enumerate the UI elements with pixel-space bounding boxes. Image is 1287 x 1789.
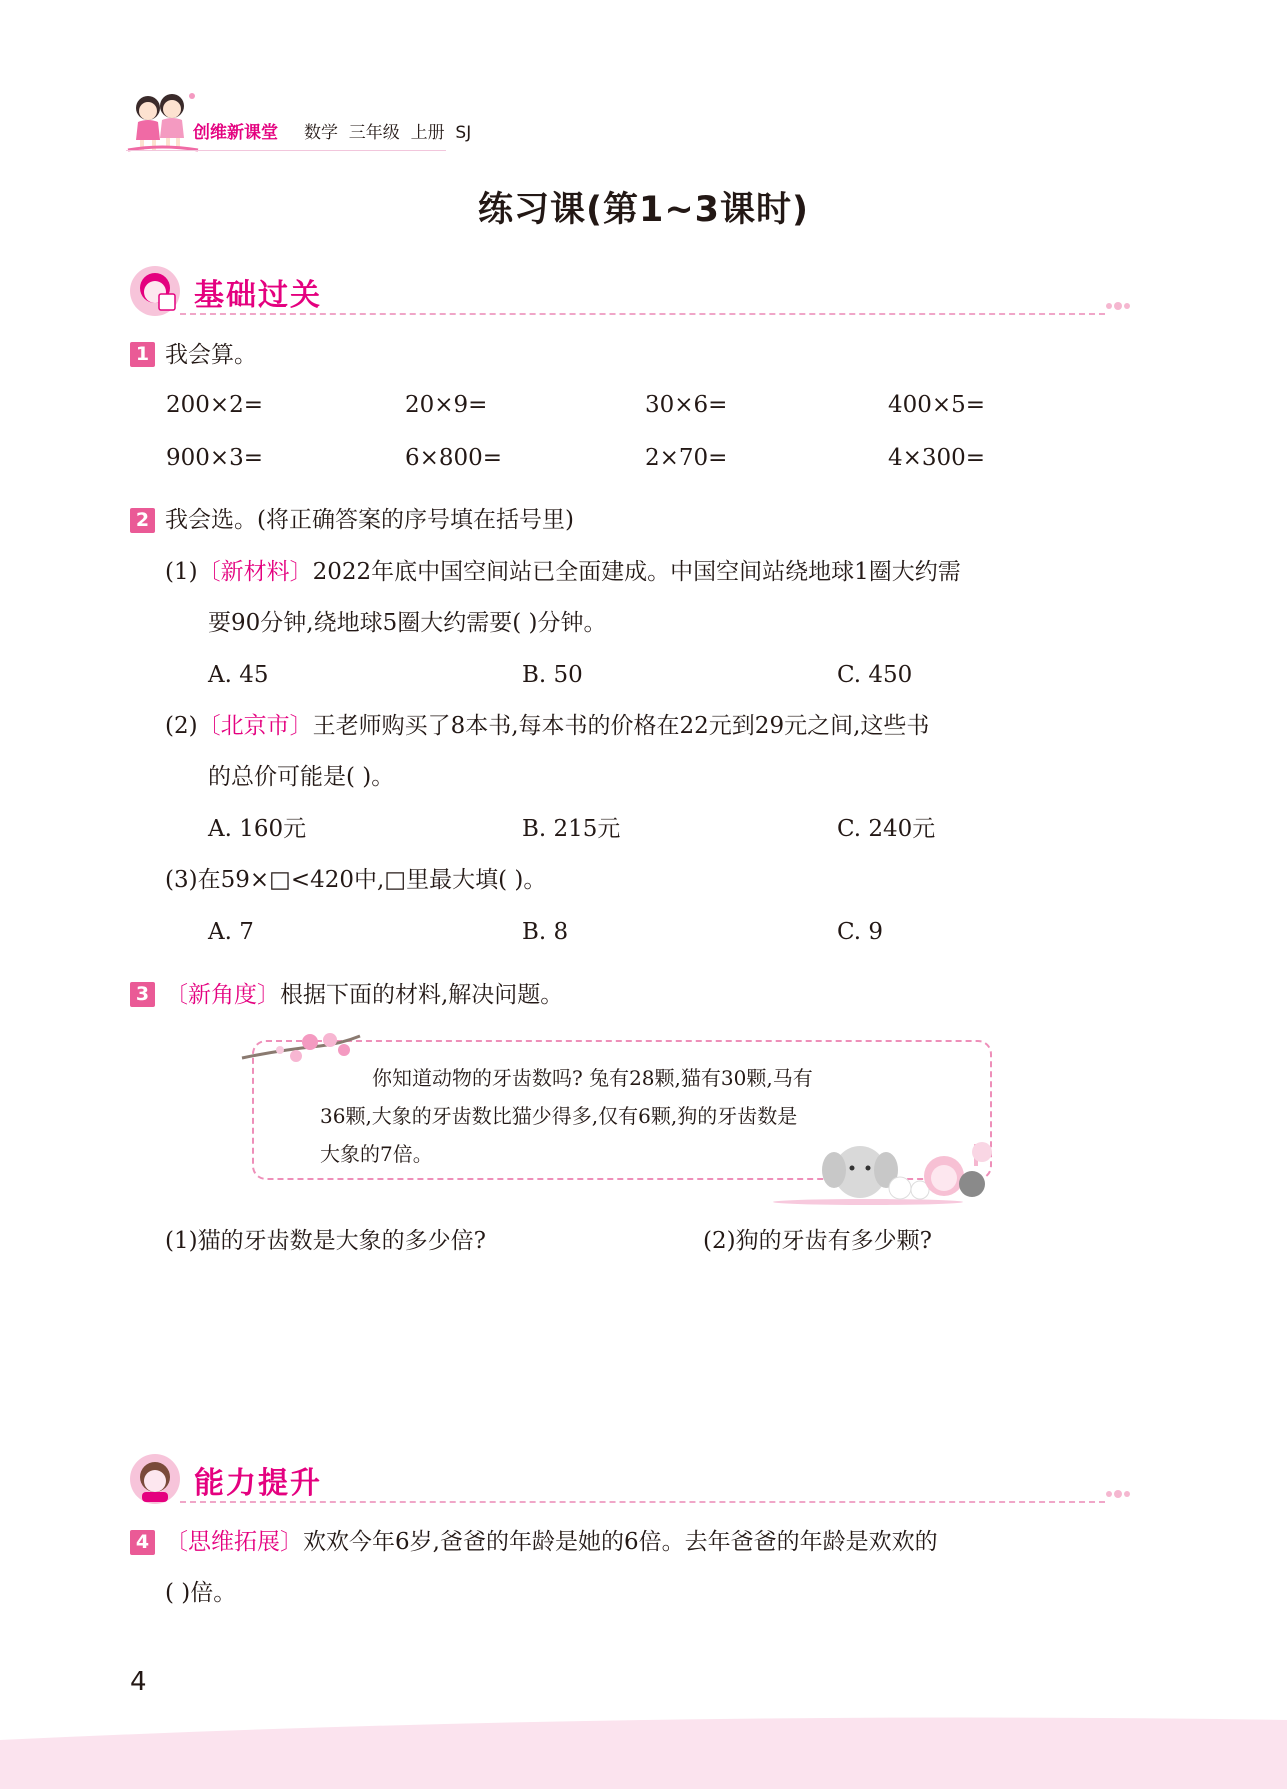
item-number: (2) (165, 713, 198, 739)
question-number-badge: 2 (130, 508, 155, 533)
q4-line: ( )倍。 (165, 1580, 237, 1606)
question-number-badge: 1 (130, 342, 155, 367)
q2-item-line (165, 865, 546, 895)
option-a: A. 7 (208, 919, 254, 945)
header-divider (126, 150, 446, 151)
material-text: 36颗,大象的牙齿数比猫少得多,仅有6颗,狗的牙齿数是 (320, 1104, 798, 1128)
brand-name: 创维新课堂 (193, 123, 278, 143)
question-number-badge: 4 (130, 1530, 155, 1555)
q2-item-line (165, 711, 929, 741)
question-number-badge: 3 (130, 982, 155, 1007)
option-c: C. 240元 (837, 816, 936, 842)
material-text: 大象的7倍。 (320, 1142, 433, 1166)
bottom-decor-band (0, 1700, 1287, 1789)
q1-expression: 400×5= (888, 392, 986, 418)
book-info: 数学 三年级 上册 SJ (304, 123, 472, 143)
option-a: A. 160元 (208, 816, 307, 842)
page-title: 练习课(第1~3课时) (477, 190, 810, 230)
q3-prompt-line (165, 980, 563, 1010)
section-girl-icon (128, 264, 182, 318)
q1-expression: 30×6= (645, 392, 728, 418)
q2-item-line: 要90分钟,绕地球5圈大约需要( )分钟。 (208, 610, 607, 636)
q1-expression: 200×2= (166, 392, 264, 418)
brand-kids-illustration (126, 88, 200, 156)
item-number: (1) (165, 559, 198, 585)
q4-text: 欢欢今年6岁,爸爸的年龄是她的6倍。去年爸爸的年龄是欢欢的 (303, 1529, 938, 1555)
item-text: 王老师购买了8本书,每本书的价格在22元到29元之间,这些书 (312, 713, 930, 739)
option-a: A. 45 (208, 662, 269, 688)
source-tag: 〔思维拓展〕 (165, 1529, 303, 1555)
item-text: 2022年底中国空间站已全面建成。中国空间站绕地球1圈大约需 (312, 559, 961, 585)
section-title-advanced: 能力提升 (194, 1466, 322, 1501)
q4-line (165, 1527, 938, 1557)
material-text: 你知道动物的牙齿数吗? 兔有28颗,猫有30颗,马有 (372, 1066, 813, 1090)
option-b: B. 50 (522, 662, 583, 688)
q1-expression: 20×9= (405, 392, 488, 418)
q2-prompt: 我会选。(将正确答案的序号填在括号里) (165, 507, 574, 533)
section-boy-icon (128, 1452, 182, 1506)
q1-expression: 6×800= (405, 445, 503, 471)
q3-sub-question-1: (1)猫的牙齿数是大象的多少倍? (165, 1228, 486, 1254)
q1-expression: 900×3= (166, 445, 264, 471)
section-title-basic: 基础过关 (194, 278, 322, 313)
q1-expression: 4×300= (888, 445, 986, 471)
q1-prompt: 我会算。 (165, 342, 257, 368)
q3-prompt: 根据下面的材料,解决问题。 (280, 982, 564, 1008)
q2-item-line: 的总价可能是( )。 (208, 764, 395, 790)
source-tag: 〔新角度〕 (165, 982, 280, 1008)
item-text: 在59×□<420中,□里最大填( )。 (197, 867, 547, 893)
source-tag: 〔新材料〕 (197, 559, 313, 585)
option-c: C. 9 (837, 919, 884, 945)
decor-dots-icon (1105, 300, 1131, 312)
section-divider (180, 1501, 1105, 1503)
q3-sub-question-2: (2)狗的牙齿有多少颗? (703, 1228, 932, 1254)
option-b: B. 215元 (522, 816, 621, 842)
decor-dots-icon (1105, 1488, 1131, 1500)
animals-illustration (768, 1138, 1008, 1206)
q1-expression: 2×70= (645, 445, 728, 471)
section-divider (180, 313, 1105, 315)
option-c: C. 450 (837, 662, 913, 688)
source-tag: 〔北京市〕 (197, 713, 313, 739)
option-b: B. 8 (522, 919, 569, 945)
item-number: (3) (165, 867, 198, 893)
flower-branch-icon (240, 1028, 366, 1084)
q2-item-line (165, 557, 961, 587)
page-number: 4 (130, 1667, 147, 1697)
